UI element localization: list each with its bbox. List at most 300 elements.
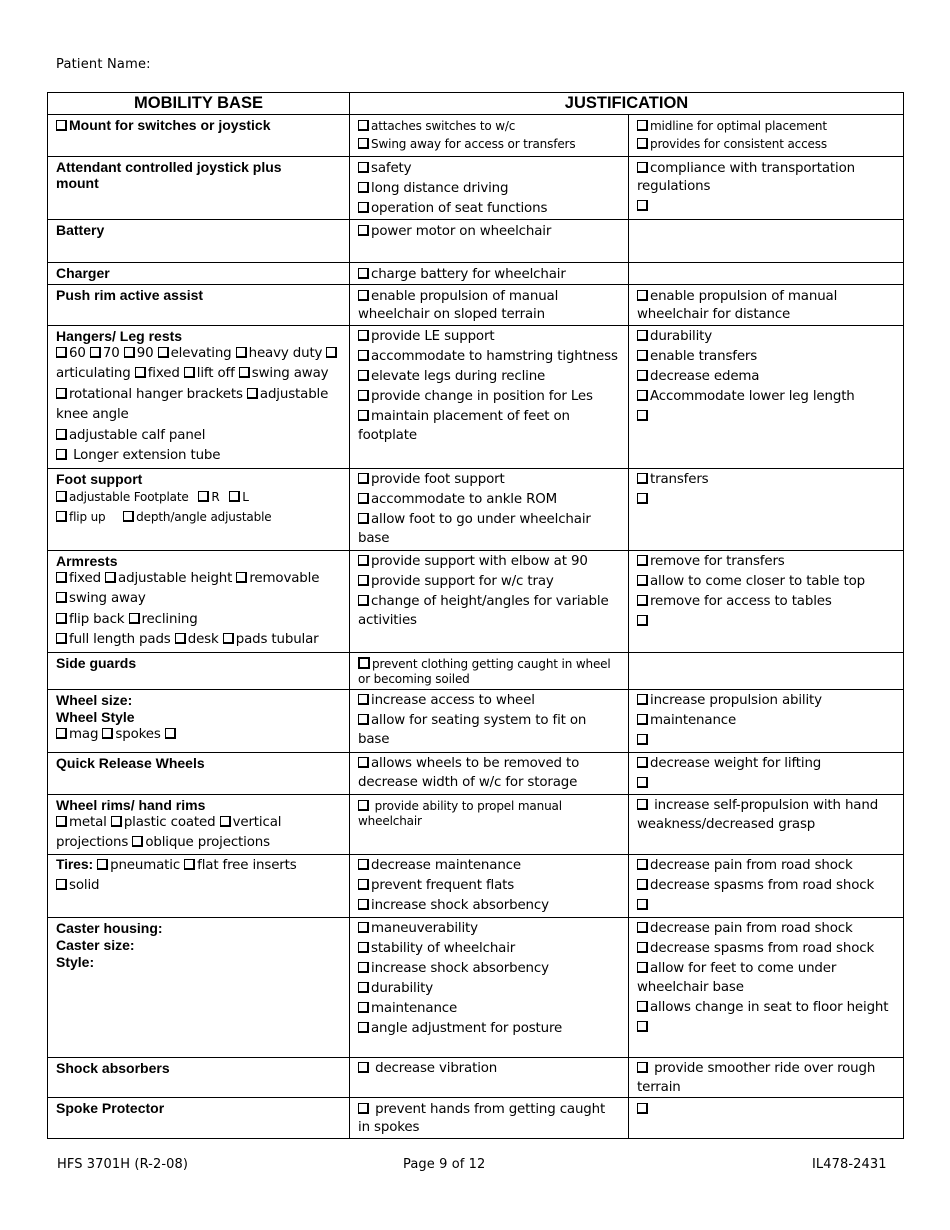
option: lift off — [184, 366, 235, 381]
table-row — [48, 115, 904, 157]
checkbox[interactable] — [637, 734, 648, 745]
justification-cell — [350, 794, 629, 854]
justification-option: enable propulsion of manual wheelchair for distance — [637, 288, 838, 322]
checkbox[interactable] — [102, 728, 113, 739]
option: mag — [56, 727, 98, 742]
option: swing away — [239, 366, 329, 381]
justification-option-blank — [637, 897, 895, 916]
justification-option: remove for transfers — [637, 553, 895, 572]
justification-option: prevent clothing getting caught in wheel or becoming soiled — [358, 656, 611, 686]
table-row — [48, 468, 904, 550]
column-header-mobility-base: MOBILITY BASE — [48, 93, 350, 115]
item-title: Wheel size: — [56, 691, 133, 708]
checkbox[interactable] — [637, 330, 648, 341]
justification-cell — [350, 550, 629, 652]
checkbox[interactable] — [56, 816, 67, 827]
checkbox[interactable] — [637, 120, 648, 131]
checkbox[interactable] — [239, 367, 250, 378]
option: fixed — [56, 571, 101, 586]
checkbox[interactable] — [358, 410, 369, 421]
justification-option: durability — [637, 328, 895, 347]
justification-cell — [629, 752, 904, 794]
justification-cell — [629, 794, 904, 854]
item-subtitle: Style: — [56, 953, 95, 970]
item-cell — [48, 652, 350, 689]
justification-cell — [350, 689, 629, 752]
justification-option: decrease maintenance — [358, 857, 620, 876]
option: reclining — [129, 612, 198, 627]
option: R — [198, 490, 219, 504]
justification-cell — [629, 157, 904, 220]
justification-option: provide foot support — [358, 471, 620, 490]
checkbox[interactable] — [184, 859, 195, 870]
justification-option: decrease vibration — [358, 1060, 620, 1079]
option: rotational hanger brackets — [56, 387, 243, 402]
item-cell — [48, 689, 350, 752]
justification-option: operation of seat functions — [358, 200, 620, 219]
checkbox[interactable] — [637, 615, 648, 626]
justification-option: safety — [358, 160, 620, 179]
justification-option: change of height/angles for variable activities — [358, 594, 609, 628]
checkbox[interactable] — [637, 390, 648, 401]
checkbox[interactable] — [637, 922, 648, 933]
option: flip up — [56, 510, 106, 524]
checkbox[interactable] — [56, 592, 67, 603]
option: articulating — [56, 346, 339, 382]
checkbox[interactable] — [105, 572, 116, 583]
option: spokes — [102, 727, 160, 742]
justification-option: provide change in position for Les — [358, 388, 620, 407]
justification-cell — [350, 263, 629, 285]
checkbox[interactable] — [132, 836, 143, 847]
item-title: Wheel rims/ hand rims — [56, 796, 206, 813]
checkbox[interactable] — [358, 182, 369, 193]
checkbox[interactable] — [56, 429, 67, 440]
item-title: Side guards — [56, 654, 137, 671]
justification-option: long distance driving — [358, 180, 620, 199]
option: 70 — [90, 346, 120, 361]
item-cell — [48, 157, 350, 220]
item-title: Spoke Protector — [56, 1100, 165, 1116]
page-number: Page 9 of 12 — [403, 1157, 486, 1172]
checkbox[interactable] — [637, 555, 648, 566]
checkbox[interactable] — [637, 879, 648, 890]
justification-option: decrease edema — [637, 368, 895, 387]
option: swing away — [56, 591, 146, 606]
justification-option: increase propulsion ability — [637, 692, 895, 711]
checkbox[interactable] — [56, 572, 67, 583]
checkbox[interactable] — [229, 491, 240, 502]
option: 60 — [56, 346, 86, 361]
item-title: Mount for switches or joystick — [69, 117, 271, 133]
item-options — [56, 487, 341, 528]
justification-option-blank — [637, 613, 895, 632]
justification-option: decrease spasms from road shock — [637, 940, 895, 959]
checkbox[interactable] — [326, 347, 337, 358]
checkbox[interactable] — [358, 575, 369, 586]
checkbox[interactable] — [56, 347, 67, 358]
item-options — [56, 813, 341, 854]
justification-option: provides for consistent access — [637, 137, 895, 152]
option: depth/angle adjustable — [123, 510, 271, 524]
checkbox[interactable] — [637, 859, 648, 870]
checkbox[interactable] — [637, 162, 648, 173]
justification-option: decrease pain from road shock — [637, 920, 895, 939]
justification-option: provide smoother ride over rough terrain — [637, 1061, 876, 1095]
option: flip back — [56, 612, 124, 627]
option: vertical projections — [56, 814, 282, 850]
checkbox[interactable] — [236, 347, 247, 358]
checkbox[interactable] — [358, 268, 369, 279]
table-row — [48, 220, 904, 263]
checkbox[interactable] — [358, 390, 369, 401]
form-id: HFS 3701H (R-2-08) — [57, 1157, 189, 1172]
item-cell — [48, 752, 350, 794]
option: desk — [175, 632, 219, 647]
justification-cell — [629, 285, 904, 326]
checkbox[interactable] — [358, 350, 369, 361]
item-cell — [48, 1098, 350, 1139]
justification-cell — [629, 1057, 904, 1098]
justification-option: transfers — [637, 471, 895, 490]
checkbox[interactable] — [56, 388, 67, 399]
checkbox[interactable] — [175, 633, 186, 644]
checkbox[interactable] — [223, 633, 234, 644]
checkbox[interactable] — [637, 473, 648, 484]
form-code: IL478-2431 — [812, 1157, 887, 1172]
justification-cell — [350, 157, 629, 220]
checkbox[interactable] — [184, 367, 195, 378]
checkbox[interactable] — [165, 728, 176, 739]
justification-option: decrease weight for lifting — [637, 755, 895, 774]
checkbox[interactable] — [158, 347, 169, 358]
item-cell — [48, 220, 350, 263]
option: adjustable height — [105, 571, 232, 586]
checkbox[interactable] — [123, 511, 134, 522]
checkbox[interactable] — [358, 162, 369, 173]
option: metal — [56, 815, 107, 830]
checkbox[interactable] — [129, 613, 140, 624]
checkbox[interactable] — [358, 800, 369, 811]
checkbox[interactable] — [358, 595, 369, 606]
item-title: Shock absorbers — [56, 1059, 170, 1076]
justification-option: Swing away for access or transfers — [358, 137, 620, 152]
checkbox[interactable] — [637, 350, 648, 361]
justification-option: allow foot to go under wheelchair base — [358, 512, 591, 546]
checkbox[interactable] — [358, 1062, 369, 1073]
checkbox[interactable] — [358, 120, 369, 131]
checkbox[interactable] — [358, 1103, 369, 1114]
checkbox[interactable] — [220, 816, 231, 827]
justification-cell — [629, 468, 904, 550]
justification-option: midline for optimal placement — [637, 119, 895, 134]
justification-option: enable transfers — [637, 348, 895, 367]
checkbox[interactable] — [637, 899, 648, 910]
checkbox[interactable] — [358, 473, 369, 484]
checkbox[interactable] — [637, 290, 648, 301]
justification-option: allow for feet to come under wheelchair base — [637, 961, 837, 995]
justification-cell — [629, 325, 904, 468]
justification-cell — [350, 917, 629, 1057]
table-row — [48, 325, 904, 468]
item-title: Attendant controlled joystick plus mount — [56, 159, 282, 191]
item-subtitle: Caster size: — [56, 936, 135, 953]
justification-option: increase access to wheel — [358, 692, 620, 711]
checkbox[interactable] — [124, 347, 135, 358]
option: adjustable calf panel — [56, 428, 205, 443]
item-title: Battery — [56, 222, 105, 238]
justification-option: accommodate to hamstring tightness — [358, 348, 620, 367]
justification-option: remove for access to tables — [637, 593, 895, 612]
checkbox[interactable] — [358, 225, 369, 236]
checkbox[interactable] — [637, 714, 648, 725]
justification-option: maintenance — [358, 1000, 620, 1019]
justification-option: elevate legs during recline — [358, 368, 620, 387]
justification-cell — [350, 1057, 629, 1098]
option: pads tubular — [223, 632, 319, 647]
option: adjustable Footplate — [56, 490, 189, 504]
table-row — [48, 157, 904, 220]
item-title: Caster housing: — [56, 919, 163, 936]
checkbox[interactable] — [56, 491, 67, 502]
option: plastic coated — [111, 815, 216, 830]
checkbox[interactable] — [637, 777, 648, 788]
justification-option: prevent frequent flats — [358, 877, 620, 896]
justification-option: decrease spasms from road shock — [637, 877, 895, 896]
checkbox[interactable] — [637, 799, 648, 810]
item-options — [56, 569, 341, 651]
table-row — [48, 854, 904, 917]
option: Longer extension tube — [56, 448, 220, 463]
justification-option: provide LE support — [358, 328, 620, 347]
mobility-base-table — [47, 92, 904, 1139]
justification-option: charge battery for wheelchair — [358, 266, 620, 285]
checkbox[interactable] — [56, 879, 67, 890]
checkbox[interactable] — [358, 859, 369, 870]
option: elevating — [158, 346, 232, 361]
justification-option: increase shock absorbency — [358, 960, 620, 979]
checkbox[interactable] — [358, 555, 369, 566]
patient-name-label: Patient Name: — [56, 57, 151, 72]
item-cell — [48, 1057, 350, 1098]
table-row — [48, 1098, 904, 1139]
justification-option-blank — [637, 732, 895, 751]
checkbox[interactable] — [358, 982, 369, 993]
justification-cell-empty — [629, 263, 904, 285]
checkbox[interactable] — [637, 493, 648, 504]
option: removable — [236, 571, 319, 586]
checkbox[interactable] — [637, 410, 648, 421]
item-options — [56, 344, 341, 467]
option: 90 — [124, 346, 154, 361]
option: heavy duty — [236, 346, 323, 361]
checkbox[interactable] — [637, 962, 648, 973]
checkbox[interactable] — [358, 962, 369, 973]
checkbox[interactable] — [358, 694, 369, 705]
justification-cell — [629, 115, 904, 157]
justification-option: maintain placement of feet on footplate — [358, 409, 570, 443]
justification-option-blank — [637, 775, 895, 794]
checkbox[interactable] — [637, 694, 648, 705]
checkbox[interactable] — [358, 370, 369, 381]
checkbox[interactable] — [358, 1022, 369, 1033]
justification-cell — [350, 468, 629, 550]
option: solid — [56, 878, 99, 893]
justification-option-blank — [637, 491, 895, 510]
justification-option: angle adjustment for posture — [358, 1020, 620, 1039]
justification-cell — [629, 689, 904, 752]
justification-option: increase shock absorbency — [358, 897, 620, 916]
justification-cell — [350, 325, 629, 468]
checkbox[interactable] — [247, 388, 258, 399]
option: fixed — [135, 366, 180, 381]
checkbox[interactable] — [637, 757, 648, 768]
item-title: Foot support — [56, 470, 143, 487]
checkbox[interactable] — [56, 613, 67, 624]
table-row — [48, 917, 904, 1057]
justification-option: attaches switches to w/c — [358, 119, 620, 134]
column-header-justification: JUSTIFICATION — [350, 93, 904, 115]
item-options — [56, 856, 341, 897]
checkbox[interactable] — [637, 1021, 648, 1032]
checkbox[interactable] — [358, 657, 370, 669]
item-cell — [48, 468, 350, 550]
table-row — [48, 689, 904, 752]
checkbox[interactable] — [637, 1001, 648, 1012]
checkbox[interactable] — [358, 138, 369, 149]
option: pneumatic — [97, 858, 180, 873]
checkbox[interactable] — [56, 449, 67, 460]
option: adjustable knee angle — [56, 386, 329, 422]
checkbox[interactable] — [637, 1103, 648, 1114]
justification-cell-empty — [629, 652, 904, 689]
table-row — [48, 794, 904, 854]
justification-option: allow for seating system to fit on base — [358, 713, 587, 747]
justification-option-blank — [637, 198, 895, 217]
justification-cell — [629, 1098, 904, 1139]
checkbox[interactable] — [358, 714, 369, 725]
item-cell — [48, 917, 350, 1057]
checkbox[interactable] — [637, 370, 648, 381]
justification-option-blank — [637, 1019, 895, 1038]
justification-option-blank — [637, 408, 895, 427]
checkbox[interactable] — [358, 879, 369, 890]
justification-option: enable propulsion of manual wheelchair on sloped terrain — [358, 288, 559, 322]
checkbox[interactable] — [637, 942, 648, 953]
checkbox[interactable] — [56, 633, 67, 644]
justification-option: allows wheels to be removed to decrease width of w/c for storage — [358, 756, 580, 790]
justification-option: stability of wheelchair — [358, 940, 620, 959]
checkbox[interactable] — [358, 493, 369, 504]
item-subtitle: Wheel Style — [56, 708, 135, 725]
checkbox[interactable] — [358, 513, 369, 524]
justification-option: Accommodate lower leg length — [637, 388, 895, 407]
checkbox[interactable] — [135, 367, 146, 378]
checkbox[interactable] — [358, 942, 369, 953]
justification-cell — [629, 854, 904, 917]
justification-option: provide support with elbow at 90 — [358, 553, 620, 572]
checkbox[interactable] — [358, 922, 369, 933]
checkbox[interactable] — [637, 595, 648, 606]
option-blank — [165, 727, 178, 742]
justification-option: provide ability to propel manual wheelchair — [358, 798, 562, 828]
checkbox[interactable] — [637, 138, 648, 149]
option: flat free inserts — [184, 858, 296, 873]
item-cell — [48, 115, 350, 157]
justification-cell-empty — [629, 220, 904, 263]
checkbox[interactable] — [358, 330, 369, 341]
justification-cell — [350, 285, 629, 326]
justification-cell — [350, 752, 629, 794]
table-row — [48, 263, 904, 285]
item-cell — [48, 325, 350, 468]
justification-option: durability — [358, 980, 620, 999]
checkbox[interactable] — [358, 1002, 369, 1013]
item-title: Charger — [56, 265, 110, 281]
checkbox[interactable] — [90, 347, 101, 358]
justification-option: decrease pain from road shock — [637, 857, 895, 876]
item-title: Push rim active assist — [56, 287, 204, 303]
option: L — [229, 490, 249, 504]
justification-option: allow to come closer to table top — [637, 573, 895, 592]
table-row — [48, 285, 904, 326]
checkbox[interactable] — [637, 200, 648, 211]
justification-cell — [350, 854, 629, 917]
table-row — [48, 1057, 904, 1098]
checkbox[interactable] — [198, 491, 209, 502]
checkbox[interactable] — [358, 757, 369, 768]
justification-cell — [629, 917, 904, 1057]
checkbox[interactable] — [97, 859, 108, 870]
item-options — [56, 725, 341, 746]
checkbox[interactable] — [637, 1062, 648, 1073]
item-title: Hangers/ Leg rests — [56, 327, 183, 344]
justification-cell — [350, 652, 629, 689]
table-row — [48, 550, 904, 652]
justification-option: compliance with transportation regulations — [637, 160, 855, 194]
item-title: Tires: — [56, 855, 93, 872]
item-cell — [48, 263, 350, 285]
checkbox[interactable] — [56, 511, 67, 522]
checkbox[interactable] — [358, 290, 369, 301]
item-cell — [48, 550, 350, 652]
justification-option: allows change in seat to floor height — [637, 999, 895, 1018]
option: oblique projections — [132, 835, 270, 850]
justification-option: provide support for w/c tray — [358, 573, 620, 592]
justification-option: prevent hands from getting caught in spokes — [358, 1101, 606, 1135]
checkbox[interactable] — [358, 202, 369, 213]
justification-cell — [629, 550, 904, 652]
justification-cell — [350, 1098, 629, 1139]
checkbox[interactable] — [637, 575, 648, 586]
justification-option: increase self-propulsion with hand weakness/decreased grasp — [637, 798, 879, 832]
justification-option-blank — [637, 1101, 895, 1120]
table-row — [48, 652, 904, 689]
item-title: Quick Release Wheels — [56, 754, 205, 771]
checkbox[interactable] — [56, 728, 67, 739]
item-cell — [48, 854, 350, 917]
justification-cell — [350, 220, 629, 263]
checkbox[interactable] — [358, 899, 369, 910]
justification-cell — [350, 115, 629, 157]
checkbox[interactable] — [56, 120, 67, 131]
justification-option: maneuverability — [358, 920, 620, 939]
checkbox[interactable] — [236, 572, 247, 583]
checkbox[interactable] — [111, 816, 122, 827]
justification-option: maintenance — [637, 712, 895, 731]
justification-option: accommodate to ankle ROM — [358, 491, 620, 510]
item-cell — [48, 794, 350, 854]
